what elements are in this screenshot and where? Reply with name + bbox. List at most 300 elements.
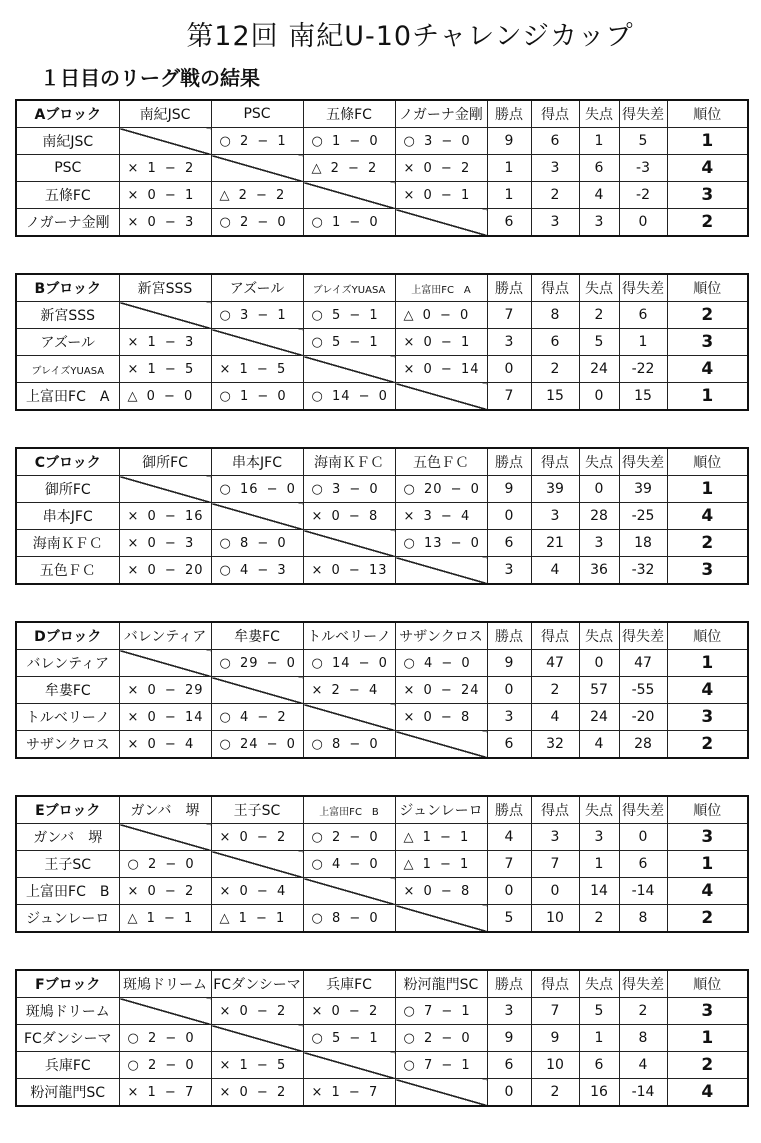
- goals-for-header: 得点: [531, 970, 579, 998]
- goals-against-cell: 36: [579, 557, 619, 585]
- goals-against-header: 失点: [579, 274, 619, 302]
- goals-against-cell: 2: [579, 302, 619, 329]
- block-header-row: [16, 622, 748, 650]
- team-name: 串本JFC: [16, 503, 119, 530]
- goal-diff-cell: 8: [619, 905, 667, 933]
- match-result: × 0 − 16: [119, 503, 211, 530]
- block-table-b: [15, 273, 749, 411]
- points-header: 勝点: [487, 970, 531, 998]
- goals-against-cell: 5: [579, 329, 619, 356]
- block-name: Aブロック: [16, 100, 119, 128]
- match-result: ○ 2 − 0: [119, 1025, 211, 1052]
- block-header-row: [16, 970, 748, 998]
- goals-for-header: 得点: [531, 448, 579, 476]
- opponent-header: トルベリーノ: [303, 622, 395, 650]
- goal-diff-cell: -20: [619, 704, 667, 731]
- team-name: 牟婁FC: [16, 677, 119, 704]
- team-name: 王子SC: [16, 851, 119, 878]
- match-result: × 2 − 4: [303, 677, 395, 704]
- match-result: × 0 − 14: [395, 356, 487, 383]
- team-name: ノガーナ金剛: [16, 209, 119, 237]
- goals-against-header: 失点: [579, 622, 619, 650]
- table-row: [16, 329, 748, 356]
- table-row: [16, 356, 748, 383]
- rank-header: 順位: [667, 448, 748, 476]
- match-result: ○ 2 − 0: [211, 209, 303, 237]
- self-match-cell: [395, 905, 487, 933]
- team-name: ジュンレーロ: [16, 905, 119, 933]
- points-cell: 6: [487, 209, 531, 237]
- table-row: [16, 731, 748, 759]
- goal-diff-cell: 39: [619, 476, 667, 503]
- match-result: ○ 8 − 0: [303, 731, 395, 759]
- goals-against-cell: 3: [579, 209, 619, 237]
- block-table-c: [15, 447, 749, 585]
- self-match-cell: [303, 1052, 395, 1079]
- goals-for-cell: 2: [531, 356, 579, 383]
- goals-for-cell: 15: [531, 383, 579, 411]
- rank-cell: 1: [667, 128, 748, 155]
- self-match-cell: [395, 209, 487, 237]
- match-result: ○ 13 − 0: [395, 530, 487, 557]
- goal-diff-header: 得失差: [619, 796, 667, 824]
- rank-header: 順位: [667, 274, 748, 302]
- goals-for-cell: 21: [531, 530, 579, 557]
- self-match-cell: [211, 329, 303, 356]
- self-match-cell: [119, 302, 211, 329]
- self-match-cell: [303, 704, 395, 731]
- team-name: ガンバ 堺: [16, 824, 119, 851]
- match-result: ○ 4 − 0: [303, 851, 395, 878]
- table-row: [16, 182, 748, 209]
- goals-for-cell: 6: [531, 128, 579, 155]
- match-result: × 0 − 2: [119, 878, 211, 905]
- match-result: ○ 4 − 2: [211, 704, 303, 731]
- goals-against-cell: 1: [579, 128, 619, 155]
- goals-for-cell: 3: [531, 209, 579, 237]
- team-name: 斑鳩ドリーム: [16, 998, 119, 1025]
- points-cell: 5: [487, 905, 531, 933]
- points-header: 勝点: [487, 622, 531, 650]
- block-header-row: [16, 100, 748, 128]
- self-match-cell: [395, 383, 487, 411]
- self-match-cell: [303, 878, 395, 905]
- goals-for-header: 得点: [531, 100, 579, 128]
- points-cell: 9: [487, 1025, 531, 1052]
- goal-diff-cell: -14: [619, 1079, 667, 1107]
- match-result: × 0 − 1: [119, 182, 211, 209]
- table-row: [16, 1052, 748, 1079]
- goal-diff-cell: 6: [619, 302, 667, 329]
- team-name: 粉河龍門SC: [16, 1079, 119, 1107]
- rank-cell: 2: [667, 731, 748, 759]
- match-result: × 1 − 7: [303, 1079, 395, 1107]
- match-result: △ 0 − 0: [395, 302, 487, 329]
- team-name: アズール: [16, 329, 119, 356]
- opponent-header: 海南ＫＦＣ: [303, 448, 395, 476]
- goals-for-cell: 0: [531, 878, 579, 905]
- goal-diff-cell: 0: [619, 209, 667, 237]
- points-cell: 9: [487, 650, 531, 677]
- opponent-header: PSC: [211, 100, 303, 128]
- rank-cell: 3: [667, 704, 748, 731]
- match-result: × 0 − 3: [119, 209, 211, 237]
- rank-cell: 1: [667, 851, 748, 878]
- goals-for-cell: 7: [531, 998, 579, 1025]
- points-cell: 1: [487, 155, 531, 182]
- match-result: ○ 3 − 0: [303, 476, 395, 503]
- goal-diff-header: 得失差: [619, 448, 667, 476]
- opponent-header: 上富田FC A: [395, 274, 487, 302]
- points-header: 勝点: [487, 448, 531, 476]
- goal-diff-cell: 4: [619, 1052, 667, 1079]
- goals-for-cell: 4: [531, 704, 579, 731]
- team-name: 五條FC: [16, 182, 119, 209]
- block-header-row: [16, 796, 748, 824]
- match-result: × 0 − 4: [211, 878, 303, 905]
- self-match-cell: [211, 155, 303, 182]
- goals-against-cell: 6: [579, 155, 619, 182]
- rank-header: 順位: [667, 100, 748, 128]
- block-name: Cブロック: [16, 448, 119, 476]
- match-result: ○ 20 − 0: [395, 476, 487, 503]
- goal-diff-cell: 15: [619, 383, 667, 411]
- team-name: 兵庫FC: [16, 1052, 119, 1079]
- match-result: × 0 − 24: [395, 677, 487, 704]
- team-name: 海南ＫＦＣ: [16, 530, 119, 557]
- team-name: ブレイズYUASA: [16, 356, 119, 383]
- points-header: 勝点: [487, 100, 531, 128]
- block-header-row: [16, 448, 748, 476]
- match-result: × 1 − 5: [211, 356, 303, 383]
- rank-cell: 2: [667, 209, 748, 237]
- match-result: ○ 3 − 1: [211, 302, 303, 329]
- table-row: [16, 155, 748, 182]
- goals-for-cell: 47: [531, 650, 579, 677]
- goal-diff-header: 得失差: [619, 622, 667, 650]
- goals-against-header: 失点: [579, 970, 619, 998]
- goal-diff-cell: -14: [619, 878, 667, 905]
- rank-header: 順位: [667, 970, 748, 998]
- block-name: Eブロック: [16, 796, 119, 824]
- table-row: [16, 704, 748, 731]
- rank-cell: 4: [667, 155, 748, 182]
- rank-cell: 4: [667, 1079, 748, 1107]
- points-cell: 0: [487, 356, 531, 383]
- rank-cell: 2: [667, 302, 748, 329]
- match-result: × 1 − 3: [119, 329, 211, 356]
- goal-diff-cell: -32: [619, 557, 667, 585]
- goals-for-cell: 3: [531, 824, 579, 851]
- match-result: × 1 − 7: [119, 1079, 211, 1107]
- page-subtitle: １日目のリーグ戦の結果: [40, 66, 260, 90]
- table-row: [16, 905, 748, 933]
- team-name: トルベリーノ: [16, 704, 119, 731]
- match-result: △ 0 − 0: [119, 383, 211, 411]
- opponent-header: 上富田FC B: [303, 796, 395, 824]
- self-match-cell: [119, 998, 211, 1025]
- goals-against-cell: 57: [579, 677, 619, 704]
- goals-against-cell: 14: [579, 878, 619, 905]
- goal-diff-cell: 1: [619, 329, 667, 356]
- table-row: [16, 209, 748, 237]
- opponent-header: 兵庫FC: [303, 970, 395, 998]
- goals-for-cell: 4: [531, 557, 579, 585]
- opponent-header: 串本JFC: [211, 448, 303, 476]
- points-cell: 7: [487, 302, 531, 329]
- table-row: [16, 677, 748, 704]
- table-row: [16, 557, 748, 585]
- team-name: 南紀JSC: [16, 128, 119, 155]
- goals-for-cell: 32: [531, 731, 579, 759]
- goal-diff-cell: 28: [619, 731, 667, 759]
- goals-against-cell: 2: [579, 905, 619, 933]
- opponent-header: 王子SC: [211, 796, 303, 824]
- opponent-header: ブレイズYUASA: [303, 274, 395, 302]
- match-result: ○ 7 − 1: [395, 998, 487, 1025]
- points-cell: 0: [487, 677, 531, 704]
- opponent-header: バレンティア: [119, 622, 211, 650]
- match-result: ○ 4 − 3: [211, 557, 303, 585]
- points-cell: 9: [487, 128, 531, 155]
- rank-cell: 3: [667, 998, 748, 1025]
- table-row: [16, 383, 748, 411]
- table-row: [16, 1079, 748, 1107]
- block-table-f: [15, 969, 749, 1107]
- goals-against-cell: 6: [579, 1052, 619, 1079]
- opponent-header: 御所FC: [119, 448, 211, 476]
- opponent-header: ガンバ 堺: [119, 796, 211, 824]
- match-result: × 3 − 4: [395, 503, 487, 530]
- goal-diff-cell: 6: [619, 851, 667, 878]
- table-row: [16, 128, 748, 155]
- match-result: ○ 16 − 0: [211, 476, 303, 503]
- match-result: ○ 3 − 0: [395, 128, 487, 155]
- goals-against-cell: 24: [579, 356, 619, 383]
- rank-cell: 4: [667, 503, 748, 530]
- opponent-header: 五條FC: [303, 100, 395, 128]
- goal-diff-header: 得失差: [619, 274, 667, 302]
- rank-header: 順位: [667, 796, 748, 824]
- team-name: サザンクロス: [16, 731, 119, 759]
- match-result: ○ 8 − 0: [211, 530, 303, 557]
- goals-for-cell: 10: [531, 905, 579, 933]
- rank-cell: 1: [667, 1025, 748, 1052]
- match-result: ○ 1 − 0: [303, 209, 395, 237]
- block-table-d: [15, 621, 749, 759]
- match-result: × 0 − 8: [395, 878, 487, 905]
- goal-diff-cell: 5: [619, 128, 667, 155]
- opponent-header: 五色ＦＣ: [395, 448, 487, 476]
- block-header-row: [16, 274, 748, 302]
- match-result: △ 1 − 1: [211, 905, 303, 933]
- match-result: △ 2 − 2: [303, 155, 395, 182]
- block-table-e: [15, 795, 749, 933]
- rank-cell: 1: [667, 383, 748, 411]
- opponent-header: 粉河龍門SC: [395, 970, 487, 998]
- self-match-cell: [211, 677, 303, 704]
- match-result: × 0 − 14: [119, 704, 211, 731]
- table-row: [16, 878, 748, 905]
- opponent-header: ノガーナ金剛: [395, 100, 487, 128]
- opponent-header: 牟婁FC: [211, 622, 303, 650]
- match-result: ○ 2 − 0: [395, 1025, 487, 1052]
- match-result: ○ 29 − 0: [211, 650, 303, 677]
- match-result: ○ 5 − 1: [303, 1025, 395, 1052]
- match-result: × 0 − 2: [211, 824, 303, 851]
- match-result: ○ 7 − 1: [395, 1052, 487, 1079]
- self-match-cell: [395, 1079, 487, 1107]
- points-cell: 6: [487, 530, 531, 557]
- points-header: 勝点: [487, 796, 531, 824]
- match-result: △ 2 − 2: [211, 182, 303, 209]
- match-result: △ 1 − 1: [395, 851, 487, 878]
- self-match-cell: [211, 851, 303, 878]
- table-row: [16, 824, 748, 851]
- goals-for-header: 得点: [531, 274, 579, 302]
- match-result: × 1 − 2: [119, 155, 211, 182]
- match-result: ○ 8 − 0: [303, 905, 395, 933]
- table-row: [16, 302, 748, 329]
- self-match-cell: [395, 731, 487, 759]
- goals-against-header: 失点: [579, 796, 619, 824]
- goals-for-cell: 7: [531, 851, 579, 878]
- goal-diff-cell: -3: [619, 155, 667, 182]
- match-result: △ 1 − 1: [119, 905, 211, 933]
- match-result: × 0 − 2: [395, 155, 487, 182]
- table-row: [16, 503, 748, 530]
- rank-cell: 3: [667, 824, 748, 851]
- match-result: × 0 − 1: [395, 182, 487, 209]
- goal-diff-cell: 47: [619, 650, 667, 677]
- table-row: [16, 530, 748, 557]
- team-name: 新宮SSS: [16, 302, 119, 329]
- rank-cell: 2: [667, 530, 748, 557]
- points-cell: 9: [487, 476, 531, 503]
- match-result: × 1 − 5: [119, 356, 211, 383]
- match-result: ○ 2 − 0: [119, 1052, 211, 1079]
- goal-diff-cell: -22: [619, 356, 667, 383]
- table-row: [16, 650, 748, 677]
- self-match-cell: [211, 503, 303, 530]
- match-result: ○ 5 − 1: [303, 302, 395, 329]
- rank-cell: 3: [667, 182, 748, 209]
- block-table-a: [15, 99, 749, 237]
- team-name: 五色ＦＣ: [16, 557, 119, 585]
- goals-for-cell: 2: [531, 1079, 579, 1107]
- match-result: × 0 − 8: [303, 503, 395, 530]
- points-cell: 6: [487, 1052, 531, 1079]
- match-result: × 0 − 13: [303, 557, 395, 585]
- points-cell: 4: [487, 824, 531, 851]
- table-row: [16, 476, 748, 503]
- points-cell: 3: [487, 704, 531, 731]
- table-row: [16, 1025, 748, 1052]
- goals-for-cell: 8: [531, 302, 579, 329]
- goals-for-cell: 2: [531, 182, 579, 209]
- goals-against-cell: 3: [579, 824, 619, 851]
- rank-cell: 1: [667, 650, 748, 677]
- match-result: ○ 24 − 0: [211, 731, 303, 759]
- opponent-header: 斑鳩ドリーム: [119, 970, 211, 998]
- self-match-cell: [119, 476, 211, 503]
- goals-against-cell: 28: [579, 503, 619, 530]
- match-result: × 0 − 8: [395, 704, 487, 731]
- opponent-header: 南紀JSC: [119, 100, 211, 128]
- league-tables: [15, 99, 747, 1143]
- self-match-cell: [303, 182, 395, 209]
- goals-against-cell: 16: [579, 1079, 619, 1107]
- rank-cell: 3: [667, 557, 748, 585]
- block-name: Dブロック: [16, 622, 119, 650]
- block-name: Bブロック: [16, 274, 119, 302]
- goals-for-cell: 39: [531, 476, 579, 503]
- opponent-header: サザンクロス: [395, 622, 487, 650]
- match-result: × 0 − 1: [395, 329, 487, 356]
- rank-cell: 4: [667, 677, 748, 704]
- self-match-cell: [119, 650, 211, 677]
- points-cell: 0: [487, 878, 531, 905]
- table-row: [16, 998, 748, 1025]
- goals-for-cell: 2: [531, 677, 579, 704]
- rank-cell: 3: [667, 329, 748, 356]
- match-result: ○ 2 − 1: [211, 128, 303, 155]
- goals-against-cell: 24: [579, 704, 619, 731]
- goals-for-cell: 3: [531, 155, 579, 182]
- points-cell: 1: [487, 182, 531, 209]
- goals-for-cell: 9: [531, 1025, 579, 1052]
- rank-cell: 1: [667, 476, 748, 503]
- team-name: FCダンシーマ: [16, 1025, 119, 1052]
- rank-cell: 4: [667, 356, 748, 383]
- match-result: × 0 − 4: [119, 731, 211, 759]
- match-result: × 1 − 5: [211, 1052, 303, 1079]
- goals-against-cell: 4: [579, 182, 619, 209]
- rank-cell: 2: [667, 1052, 748, 1079]
- match-result: × 0 − 2: [211, 998, 303, 1025]
- points-cell: 6: [487, 731, 531, 759]
- rank-cell: 2: [667, 905, 748, 933]
- team-name: バレンティア: [16, 650, 119, 677]
- goals-against-header: 失点: [579, 448, 619, 476]
- match-result: ○ 4 − 0: [395, 650, 487, 677]
- goals-for-cell: 3: [531, 503, 579, 530]
- self-match-cell: [119, 128, 211, 155]
- rank-cell: 4: [667, 878, 748, 905]
- match-result: × 0 − 29: [119, 677, 211, 704]
- match-result: × 0 − 20: [119, 557, 211, 585]
- opponent-header: ジュンレーロ: [395, 796, 487, 824]
- goal-diff-cell: 8: [619, 1025, 667, 1052]
- goals-against-cell: 0: [579, 650, 619, 677]
- goals-against-cell: 3: [579, 530, 619, 557]
- goal-diff-cell: -25: [619, 503, 667, 530]
- block-name: Fブロック: [16, 970, 119, 998]
- points-cell: 0: [487, 1079, 531, 1107]
- page-title: 第12回 南紀U-10チャレンジカップ: [186, 21, 634, 52]
- goals-against-cell: 1: [579, 1025, 619, 1052]
- goals-against-cell: 4: [579, 731, 619, 759]
- opponent-header: 新宮SSS: [119, 274, 211, 302]
- match-result: ○ 1 − 0: [211, 383, 303, 411]
- goals-against-cell: 1: [579, 851, 619, 878]
- goal-diff-cell: -55: [619, 677, 667, 704]
- table-row: [16, 851, 748, 878]
- points-cell: 3: [487, 557, 531, 585]
- self-match-cell: [303, 356, 395, 383]
- opponent-header: アズール: [211, 274, 303, 302]
- points-cell: 3: [487, 998, 531, 1025]
